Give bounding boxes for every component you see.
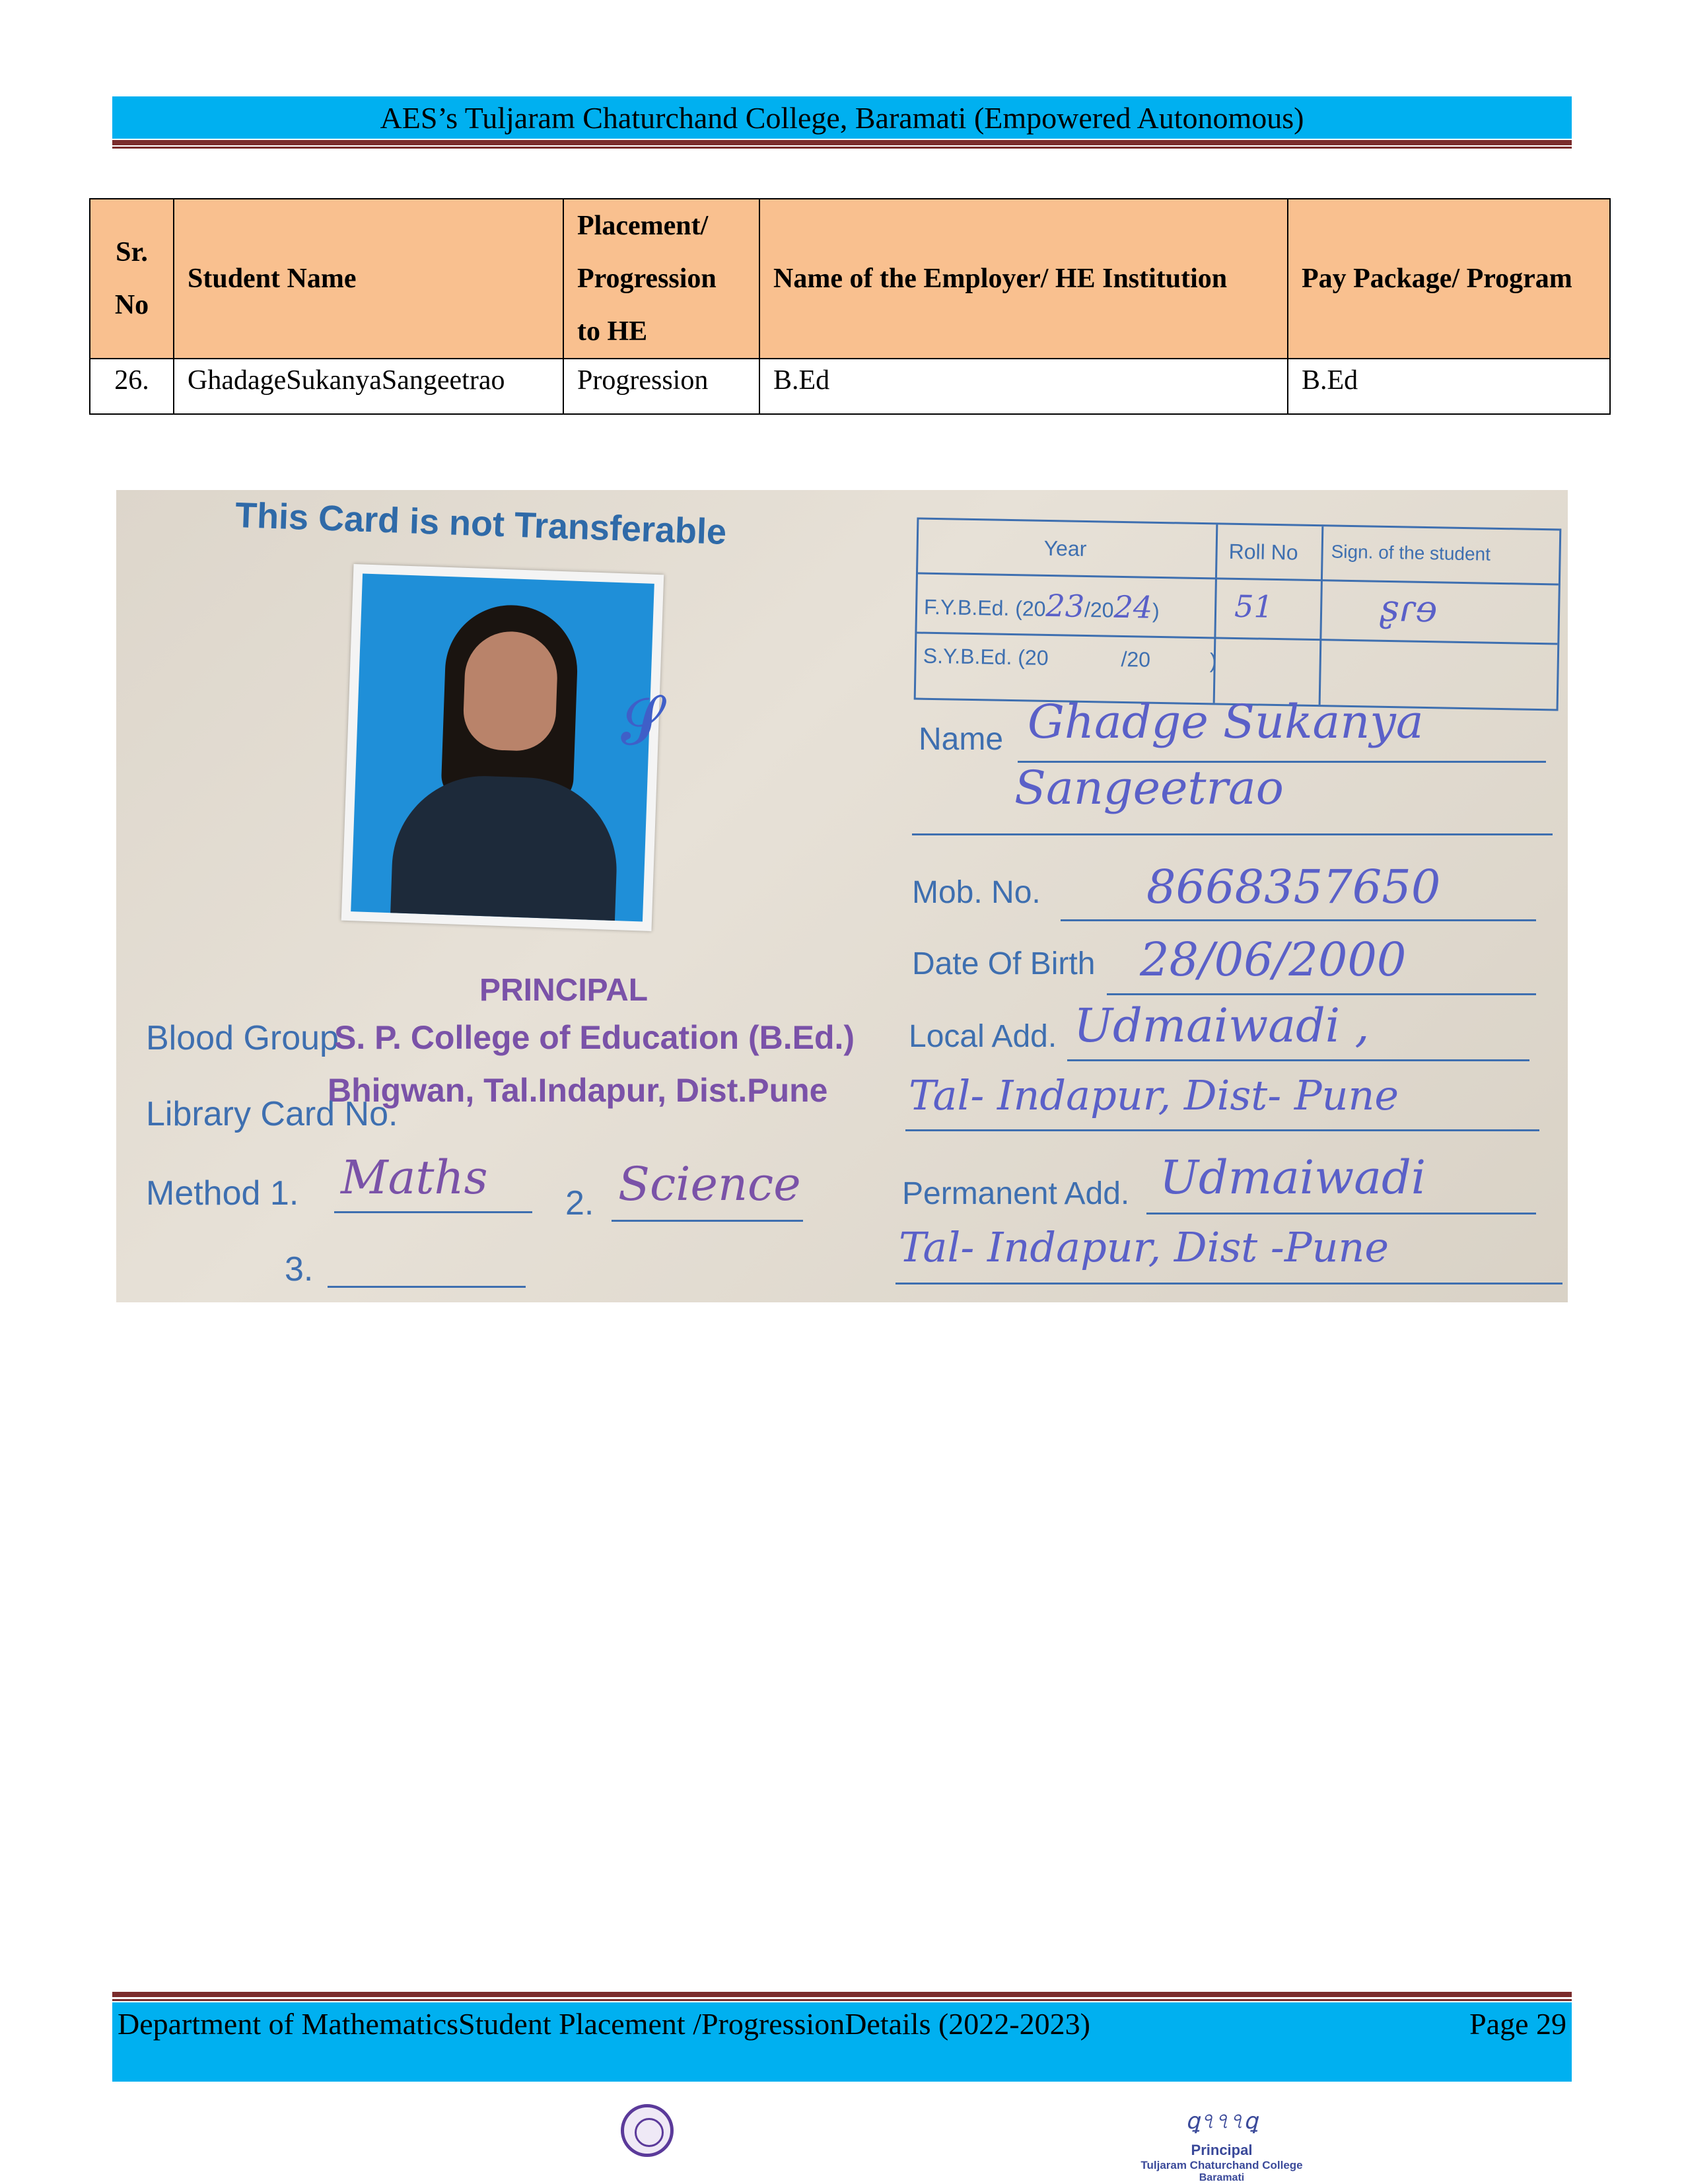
stamp-line-principal: Principal (1191, 2142, 1253, 2158)
mob-label: Mob. No. (912, 875, 1041, 910)
header-rule (112, 140, 1572, 145)
col-header-program: Pay Package/ Program (1288, 199, 1610, 359)
name-label: Name (919, 722, 1004, 757)
method-1-value: Maths (341, 1150, 488, 1205)
cell-employer: B.Ed (759, 359, 1288, 414)
col-header-employer: Name of the Employer/ HE Institution (759, 199, 1288, 359)
page-header (112, 96, 1572, 139)
col-header-placement: Placement/ Progression to HE (563, 199, 759, 359)
method-3-number: 3. (285, 1250, 314, 1288)
table-header-row (90, 199, 1610, 359)
stamp-principal: PRINCIPAL (479, 973, 649, 1008)
placement-table (89, 198, 1611, 415)
id-card-photo (116, 490, 1568, 1302)
name-value-line2: Sangeetrao (1014, 761, 1284, 815)
stamp-line-place: Baramati (1199, 2172, 1245, 2183)
method-label: Method 1. (146, 1174, 299, 1213)
dob-value: 28/06/2000 (1140, 933, 1407, 987)
permanent-address-line2: Tal- Indapur, Dist -Pune (899, 1223, 1389, 1271)
cell-sr: 26. (90, 359, 174, 414)
header-rule-thin (112, 147, 1572, 149)
page-footer (112, 2002, 1572, 2082)
principal-signature: ꝗ৭৭৭ꝗ (1185, 2109, 1258, 2134)
year-table (914, 518, 1562, 711)
college-seal-icon (621, 2104, 674, 2157)
card-title: This Card is not Transferable (234, 495, 728, 552)
footer-rule-thin (112, 1999, 1572, 2001)
dob-label: Date Of Birth (912, 946, 1096, 981)
permanent-address-label: Permanent Add. (902, 1176, 1130, 1211)
cell-name: GhadageSukanyaSangeetrao (174, 359, 563, 414)
stamp-college: S. P. College of Education (B.Ed.) (334, 1019, 855, 1056)
local-address-line2: Tal- Indapur, Dist- Pune (909, 1071, 1399, 1119)
footer-department: Department of MathematicsStudent Placement /ProgressionDetails (2022-2023) (118, 2007, 1090, 2041)
blood-group-label: Blood Group (146, 1019, 339, 1057)
name-value-line1: Ghadge Sukanya (1028, 695, 1424, 749)
principal-stamp (1123, 2104, 1321, 2184)
stamp-line-college: Tuljaram Chaturchand College (1140, 2159, 1303, 2171)
method-2-number: 2. (565, 1184, 594, 1222)
sign-col-label: Sign. of the student (1331, 541, 1491, 565)
cell-placement: Progression (563, 359, 759, 414)
cell-program: B.Ed (1288, 359, 1610, 414)
roll-col-label: Roll No (1228, 539, 1298, 565)
year-col-label: Year (1043, 536, 1087, 561)
signature-scribble: 𝓢 (612, 684, 671, 759)
footer-rule (112, 1992, 1572, 1997)
permanent-address-line1: Udmaiwadi (1160, 1150, 1426, 1205)
local-address-line1: Udmaiwadi , (1074, 999, 1370, 1053)
table-row (90, 359, 1610, 414)
local-address-label: Local Add. (909, 1019, 1057, 1054)
fy-signature: ʂɾɘ (1379, 586, 1438, 631)
mob-value: 8668357650 (1146, 860, 1441, 914)
library-card-label: Library Card No. (146, 1095, 398, 1133)
fy-roll-no: 51 (1234, 588, 1274, 625)
method-2-value: Science (618, 1157, 801, 1211)
col-header-name: Student Name (174, 199, 563, 359)
student-photo (341, 564, 664, 931)
stamp-address: Bhigwan, Tal.Indapur, Dist.Pune (328, 1072, 828, 1109)
page-number: Page 29 (1469, 2007, 1566, 2041)
header-title: AES’s Tuljaram Chaturchand College, Baramati (Empowered Autonomous) (380, 100, 1304, 135)
sy-label: S.Y.B.Ed. (20 /20 ) (923, 643, 1217, 673)
col-header-sr: Sr. No (90, 199, 174, 359)
fy-label: F.Y.B.Ed. (2023/2024) (923, 587, 1160, 625)
